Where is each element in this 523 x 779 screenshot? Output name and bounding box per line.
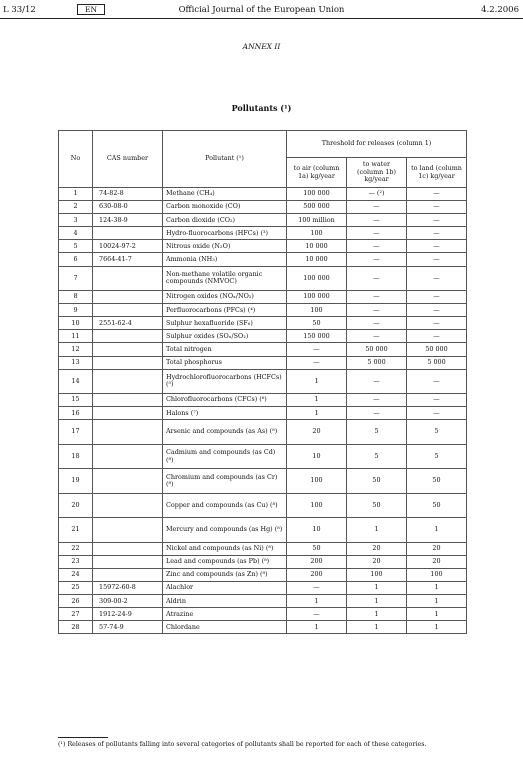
cell-land: —	[407, 407, 467, 420]
cell-no: 11	[59, 330, 93, 343]
cell-air: 20	[287, 420, 347, 445]
cell-water: 5 000	[347, 356, 407, 369]
table-row	[59, 227, 467, 240]
cell-land: —	[407, 227, 467, 240]
cell-land: 20	[407, 542, 467, 555]
cell-air: 10	[287, 518, 347, 543]
cell-water: 50	[347, 469, 407, 494]
journal-title: Official Journal of the European Union	[178, 5, 345, 15]
col-header-threshold: Threshold for releases (column 1)	[287, 131, 467, 158]
cell-pollutant: Nitrogen oxides (NOₓ/NO₂)	[163, 291, 287, 304]
cell-water: —	[347, 330, 407, 343]
cell-pollutant: Alachlor	[163, 582, 287, 595]
cell-cas: 15972-60-8	[93, 582, 163, 595]
table-row	[59, 542, 467, 555]
table-row	[59, 420, 467, 445]
cell-water: 1	[347, 518, 407, 543]
cell-water: —	[347, 227, 407, 240]
cell-cas: 1912-24-9	[93, 608, 163, 621]
cell-cas: 2551-62-4	[93, 317, 163, 330]
cell-land: 50	[407, 469, 467, 494]
cell-no: 19	[59, 469, 93, 494]
cell-water: 1	[347, 595, 407, 608]
cell-cas	[93, 444, 163, 469]
cell-cas: 7664-41-7	[93, 253, 163, 266]
cell-cas: 124-38-9	[93, 214, 163, 227]
cell-cas	[93, 227, 163, 240]
cell-water: 20	[347, 555, 407, 568]
cell-land: —	[407, 201, 467, 214]
cell-cas: 57-74-9	[93, 621, 163, 634]
cell-land: 1	[407, 518, 467, 543]
cell-air: 10 000	[287, 253, 347, 266]
cell-land: —	[407, 188, 467, 201]
cell-water: —	[347, 304, 407, 317]
cell-cas	[93, 569, 163, 582]
table-row	[59, 188, 467, 201]
cell-air: 200	[287, 569, 347, 582]
table-row	[59, 369, 467, 394]
cell-water: —	[347, 291, 407, 304]
cell-pollutant: Sulphur oxides (SOₓ/SO₂)	[163, 330, 287, 343]
cell-air: 1	[287, 407, 347, 420]
cell-pollutant: Copper and compounds (as Cu) (⁸)	[163, 493, 287, 518]
cell-air: —	[287, 608, 347, 621]
cell-pollutant: Halons (⁷)	[163, 407, 287, 420]
cell-no: 25	[59, 582, 93, 595]
cell-no: 18	[59, 444, 93, 469]
cell-cas	[93, 304, 163, 317]
cell-cas	[93, 266, 163, 291]
cell-land: —	[407, 291, 467, 304]
cell-air: 1	[287, 595, 347, 608]
table-row	[59, 317, 467, 330]
cell-water: —	[347, 317, 407, 330]
cell-pollutant: Lead and compounds (as Pb) (⁸)	[163, 555, 287, 568]
footnote-divider	[58, 737, 108, 738]
table-row	[59, 201, 467, 214]
cell-water: 50 000	[347, 343, 407, 356]
cell-pollutant: Mercury and compounds (as Hg) (⁸)	[163, 518, 287, 543]
cell-land: 1	[407, 608, 467, 621]
col-header-pollutant: Pollutant (¹)	[163, 131, 287, 188]
cell-water: 1	[347, 582, 407, 595]
cell-no: 9	[59, 304, 93, 317]
cell-pollutant: Non-methane volatile organic compounds (NMVOC)	[163, 266, 287, 291]
cell-water: —	[347, 253, 407, 266]
cell-land: 5	[407, 444, 467, 469]
cell-air: 50	[287, 542, 347, 555]
cell-cas	[93, 330, 163, 343]
cell-air: —	[287, 356, 347, 369]
table-row	[59, 356, 467, 369]
cell-air: 1	[287, 621, 347, 634]
cell-pollutant: Perfluorocarbons (PFCs) (⁴)	[163, 304, 287, 317]
pollutants-table	[58, 130, 467, 634]
table-row	[59, 214, 467, 227]
table-row	[59, 444, 467, 469]
table-row	[59, 266, 467, 291]
cell-land: 1	[407, 582, 467, 595]
cell-pollutant: Carbon monoxide (CO)	[163, 201, 287, 214]
cell-pollutant: Arsenic and compounds (as As) (⁸)	[163, 420, 287, 445]
cell-pollutant: Nickel and compounds (as Ni) (⁸)	[163, 542, 287, 555]
cell-no: 16	[59, 407, 93, 420]
cell-no: 13	[59, 356, 93, 369]
cell-cas: 10024-97-2	[93, 240, 163, 253]
cell-no: 12	[59, 343, 93, 356]
col-header-no: No	[59, 131, 93, 188]
cell-pollutant: Methane (CH₄)	[163, 188, 287, 201]
table-row	[59, 518, 467, 543]
cell-air: 500 000	[287, 201, 347, 214]
table-row	[59, 407, 467, 420]
cell-no: 28	[59, 621, 93, 634]
cell-no: 20	[59, 493, 93, 518]
cell-water: —	[347, 394, 407, 407]
cell-air: 10 000	[287, 240, 347, 253]
cell-land: 1	[407, 621, 467, 634]
cell-air: 100 million	[287, 214, 347, 227]
col-header-air: to air (column 1a) kg/year	[287, 158, 347, 188]
cell-land: 50 000	[407, 343, 467, 356]
table-row	[59, 291, 467, 304]
cell-cas	[93, 369, 163, 394]
cell-cas	[93, 469, 163, 494]
cell-air: 100	[287, 227, 347, 240]
table-row	[59, 569, 467, 582]
table-row	[59, 582, 467, 595]
cell-no: 17	[59, 420, 93, 445]
cell-air: 100 000	[287, 266, 347, 291]
cell-no: 7	[59, 266, 93, 291]
page-reference: L 33/12	[3, 5, 36, 15]
cell-pollutant: Ammonia (NH₃)	[163, 253, 287, 266]
cell-pollutant: Aldrin	[163, 595, 287, 608]
cell-pollutant: Total phosphorus	[163, 356, 287, 369]
cell-water: —	[347, 214, 407, 227]
cell-water: 5	[347, 420, 407, 445]
cell-no: 27	[59, 608, 93, 621]
cell-cas	[93, 493, 163, 518]
table-title: Pollutants (¹)	[231, 103, 292, 113]
cell-pollutant: Carbon dioxide (CO₂)	[163, 214, 287, 227]
cell-cas: 309-00-2	[93, 595, 163, 608]
cell-water: —	[347, 407, 407, 420]
cell-pollutant: Total nitrogen	[163, 343, 287, 356]
cell-no: 26	[59, 595, 93, 608]
cell-pollutant: Nitrous oxide (N₂O)	[163, 240, 287, 253]
cell-air: —	[287, 582, 347, 595]
cell-water: 1	[347, 608, 407, 621]
cell-air: 100 000	[287, 291, 347, 304]
cell-no: 1	[59, 188, 93, 201]
cell-no: 4	[59, 227, 93, 240]
cell-no: 8	[59, 291, 93, 304]
cell-air: 1	[287, 394, 347, 407]
cell-land: —	[407, 369, 467, 394]
table-row	[59, 394, 467, 407]
cell-land: 1	[407, 595, 467, 608]
page-header	[0, 0, 523, 20]
cell-water: 20	[347, 542, 407, 555]
table-row	[59, 330, 467, 343]
cell-water: —	[347, 266, 407, 291]
cell-no: 10	[59, 317, 93, 330]
table-row	[59, 304, 467, 317]
cell-pollutant: Hydrochlorofluorocarbons (HCFCs) (⁵)	[163, 369, 287, 394]
cell-water: 5	[347, 444, 407, 469]
cell-land: 50	[407, 493, 467, 518]
table-row	[59, 608, 467, 621]
cell-cas	[93, 420, 163, 445]
cell-land: 5 000	[407, 356, 467, 369]
cell-land: —	[407, 317, 467, 330]
cell-no: 2	[59, 201, 93, 214]
annex-title: ANNEX II	[242, 42, 281, 51]
cell-pollutant: Atrazine	[163, 608, 287, 621]
cell-land: —	[407, 214, 467, 227]
cell-air: 150 000	[287, 330, 347, 343]
cell-cas	[93, 343, 163, 356]
table-body	[59, 188, 467, 634]
cell-cas	[93, 356, 163, 369]
cell-cas	[93, 407, 163, 420]
cell-cas	[93, 291, 163, 304]
cell-no: 23	[59, 555, 93, 568]
cell-air: 100	[287, 493, 347, 518]
cell-pollutant: Hydro-fluorocarbons (HFCs) (³)	[163, 227, 287, 240]
cell-pollutant: Chromium and compounds (as Cr) (⁸)	[163, 469, 287, 494]
cell-pollutant: Sulphur hexafluoride (SF₆)	[163, 317, 287, 330]
cell-land: —	[407, 304, 467, 317]
footnote: (¹) Releases of pollutants falling into several categories of pollutants shall be reported for each of these categories.	[58, 741, 427, 748]
cell-land: —	[407, 266, 467, 291]
cell-water: — (²)	[347, 188, 407, 201]
cell-land: —	[407, 330, 467, 343]
cell-no: 22	[59, 542, 93, 555]
table-row	[59, 555, 467, 568]
cell-cas	[93, 555, 163, 568]
cell-no: 3	[59, 214, 93, 227]
cell-cas	[93, 518, 163, 543]
cell-air: 1	[287, 369, 347, 394]
cell-air: 100	[287, 469, 347, 494]
cell-land: —	[407, 240, 467, 253]
cell-land: 5	[407, 420, 467, 445]
cell-land: 20	[407, 555, 467, 568]
cell-pollutant: Chlorofluorocarbons (CFCs) (⁶)	[163, 394, 287, 407]
cell-land: —	[407, 394, 467, 407]
cell-air: 200	[287, 555, 347, 568]
cell-water: —	[347, 369, 407, 394]
table-row	[59, 253, 467, 266]
cell-water: —	[347, 201, 407, 214]
cell-cas: 630-08-0	[93, 201, 163, 214]
cell-no: 6	[59, 253, 93, 266]
cell-pollutant: Chlordane	[163, 621, 287, 634]
col-header-water: to water (column 1b) kg/year	[347, 158, 407, 188]
cell-water: —	[347, 240, 407, 253]
cell-land: 100	[407, 569, 467, 582]
cell-cas	[93, 394, 163, 407]
cell-no: 21	[59, 518, 93, 543]
cell-air: 10	[287, 444, 347, 469]
col-header-land: to land (column 1c) kg/year	[407, 158, 467, 188]
language-badge: EN	[77, 4, 105, 15]
table-row	[59, 595, 467, 608]
table-row	[59, 343, 467, 356]
cell-air: 100	[287, 304, 347, 317]
cell-cas: 74-82-8	[93, 188, 163, 201]
table-row	[59, 621, 467, 634]
cell-land: —	[407, 253, 467, 266]
cell-pollutant: Zinc and compounds (as Zn) (⁸)	[163, 569, 287, 582]
cell-no: 24	[59, 569, 93, 582]
cell-pollutant: Cadmium and compounds (as Cd) (⁸)	[163, 444, 287, 469]
cell-no: 5	[59, 240, 93, 253]
cell-no: 14	[59, 369, 93, 394]
cell-air: —	[287, 343, 347, 356]
table-row	[59, 240, 467, 253]
table-row	[59, 493, 467, 518]
header-divider	[0, 18, 523, 19]
publication-date: 4.2.2006	[481, 5, 519, 15]
cell-air: 50	[287, 317, 347, 330]
cell-cas	[93, 542, 163, 555]
cell-water: 1	[347, 621, 407, 634]
cell-water: 100	[347, 569, 407, 582]
table-row	[59, 469, 467, 494]
col-header-cas: CAS number	[93, 131, 163, 188]
cell-air: 100 000	[287, 188, 347, 201]
cell-no: 15	[59, 394, 93, 407]
cell-water: 50	[347, 493, 407, 518]
